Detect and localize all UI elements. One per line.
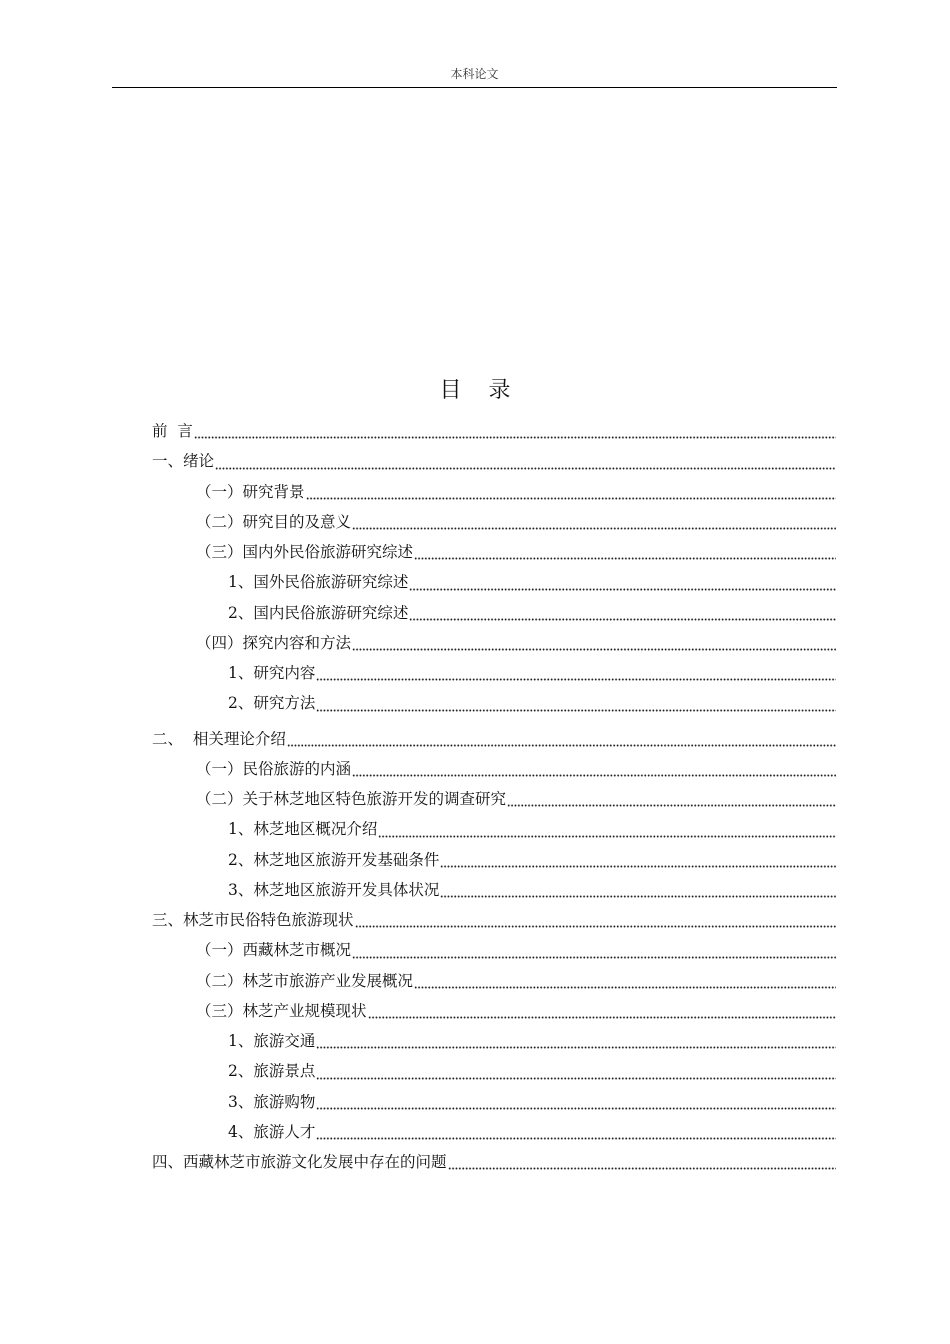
toc-entry-label: 3、旅游购物 (228, 1092, 316, 1111)
header-title: 本科论文 (450, 67, 499, 81)
dot-leader (414, 980, 836, 989)
toc-entry[interactable] (152, 688, 836, 718)
toc-entry[interactable] (152, 1087, 836, 1117)
toc-entry-label: 1、旅游交通 (228, 1032, 316, 1051)
dot-leader (378, 829, 836, 838)
toc-entry[interactable] (152, 845, 836, 875)
dot-leader (316, 1071, 836, 1080)
dot-leader (215, 461, 836, 470)
toc-entry[interactable] (152, 628, 836, 658)
toc-entry-label: （三）国内外民俗旅游研究综述 (196, 543, 414, 562)
dot-leader (287, 738, 836, 747)
toc-entry[interactable] (152, 966, 836, 996)
toc-entry[interactable] (152, 1056, 836, 1086)
toc-entry-label: （一）西藏林芝市概况 (196, 941, 352, 960)
dot-leader (352, 521, 836, 530)
toc-entry-label: 一、绪论 (152, 452, 215, 471)
dot-leader (316, 672, 836, 681)
toc-entry-label: 二、 相关理论介绍 (152, 729, 286, 748)
toc-entry[interactable] (152, 507, 836, 537)
toc-entry[interactable] (152, 1117, 836, 1147)
dot-leader (352, 950, 836, 959)
toc-entry-label: 4、旅游人才 (228, 1122, 316, 1141)
dot-leader (368, 1010, 836, 1019)
dot-leader (316, 1131, 836, 1140)
toc-entry-label: 前 言 (152, 422, 193, 441)
toc-entry[interactable] (152, 784, 836, 814)
dot-leader (306, 491, 836, 500)
dot-leader (448, 1161, 836, 1170)
toc-entry[interactable] (152, 724, 836, 754)
toc-entry-label: （二）关于林芝地区特色旅游开发的调查研究 (196, 790, 507, 809)
toc-entry-label: 三、林芝市民俗特色旅游现状 (152, 911, 354, 930)
dot-leader (507, 798, 836, 807)
dot-leader (440, 859, 836, 868)
dot-leader (409, 582, 836, 591)
toc-entry-label: 2、林芝地区旅游开发基础条件 (228, 850, 440, 869)
toc-entry-label: 1、研究内容 (228, 664, 316, 683)
dot-leader (414, 551, 836, 560)
toc-entry[interactable] (152, 905, 836, 935)
table-of-contents (152, 416, 836, 1177)
toc-entry[interactable] (152, 754, 836, 784)
toc-entry[interactable] (152, 477, 836, 507)
toc-entry[interactable] (152, 446, 836, 476)
dot-leader (316, 1040, 836, 1049)
toc-entry-label: 3、林芝地区旅游开发具体状况 (228, 880, 440, 899)
dot-leader (352, 768, 836, 777)
toc-entry-label: 四、西藏林芝市旅游文化发展中存在的问题 (152, 1153, 447, 1172)
dot-leader (316, 1101, 836, 1110)
toc-entry[interactable] (152, 875, 836, 905)
toc-entry[interactable] (152, 658, 836, 688)
dot-leader (355, 919, 836, 928)
toc-entry[interactable] (152, 935, 836, 965)
toc-entry[interactable] (152, 567, 836, 597)
toc-entry-label: （一）研究背景 (196, 482, 305, 501)
dot-leader (194, 430, 836, 439)
toc-entry[interactable] (152, 1026, 836, 1056)
toc-entry[interactable] (152, 537, 836, 567)
dot-leader (409, 612, 836, 621)
toc-entry-label: 1、林芝地区概况介绍 (228, 820, 378, 839)
dot-leader (352, 642, 836, 651)
toc-entry[interactable] (152, 416, 836, 446)
dot-leader (440, 889, 836, 898)
toc-entry-label: 1、国外民俗旅游研究综述 (228, 573, 409, 592)
toc-entry-label: 2、国内民俗旅游研究综述 (228, 603, 409, 622)
toc-entry-label: （二）林芝市旅游产业发展概况 (196, 971, 414, 990)
toc-entry[interactable] (152, 996, 836, 1026)
toc-entry-label: （三）林芝产业规模现状 (196, 1001, 367, 1020)
toc-entry-label: 2、研究方法 (228, 694, 316, 713)
toc-entry-label: 2、旅游景点 (228, 1062, 316, 1081)
toc-entry[interactable] (152, 1147, 836, 1177)
toc-entry-label: （二）研究目的及意义 (196, 512, 352, 531)
toc-title: 目 录 (439, 378, 521, 403)
page-header (112, 66, 837, 88)
toc-entry[interactable] (152, 814, 836, 844)
toc-entry[interactable] (152, 598, 836, 628)
dot-leader (316, 703, 836, 712)
toc-entry-label: （一）民俗旅游的内涵 (196, 759, 352, 778)
toc-entry-label: （四）探究内容和方法 (196, 633, 352, 652)
